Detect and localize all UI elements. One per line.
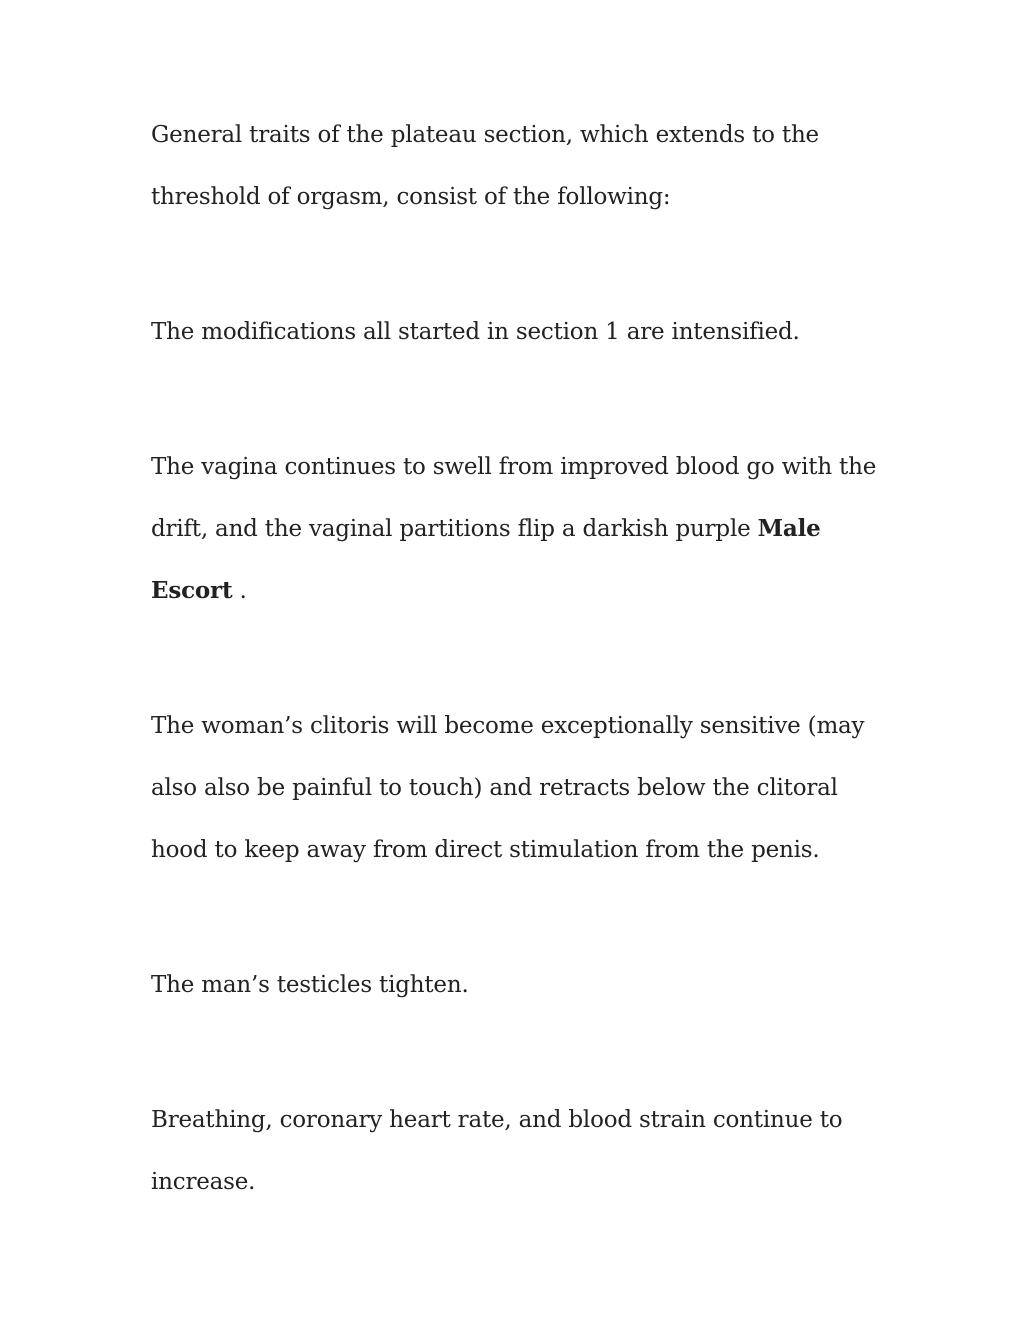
male-escort-link[interactable]: Male Escort [151,515,821,604]
document-body [151,104,881,1286]
paragraph-clitoris: The woman’s clitoris will become exceptionally sensitive (may also also be painful to touch) and retracts below the clitoral hood to keep away from direct stimulation from the penis. [151,713,865,863]
paragraph-vagina [151,436,881,622]
paragraph-vagina-end: . [232,578,247,604]
paragraph-modifications: The modifications all started in section 1 are intensified. [151,319,800,345]
paragraph-breathing: Breathing, coronary heart rate, and blood strain continue to increase. [151,1107,843,1195]
paragraph-testicles: The man’s testicles tighten. [151,972,469,998]
paragraph-vagina-text: The vagina continues to swell from improved blood go with the drift, and the vaginal partitions flip a darkish purple [151,454,877,542]
paragraph-plateau-intro: General traits of the plateau section, which extends to the threshold of orgasm, consist of the following: [151,122,819,210]
